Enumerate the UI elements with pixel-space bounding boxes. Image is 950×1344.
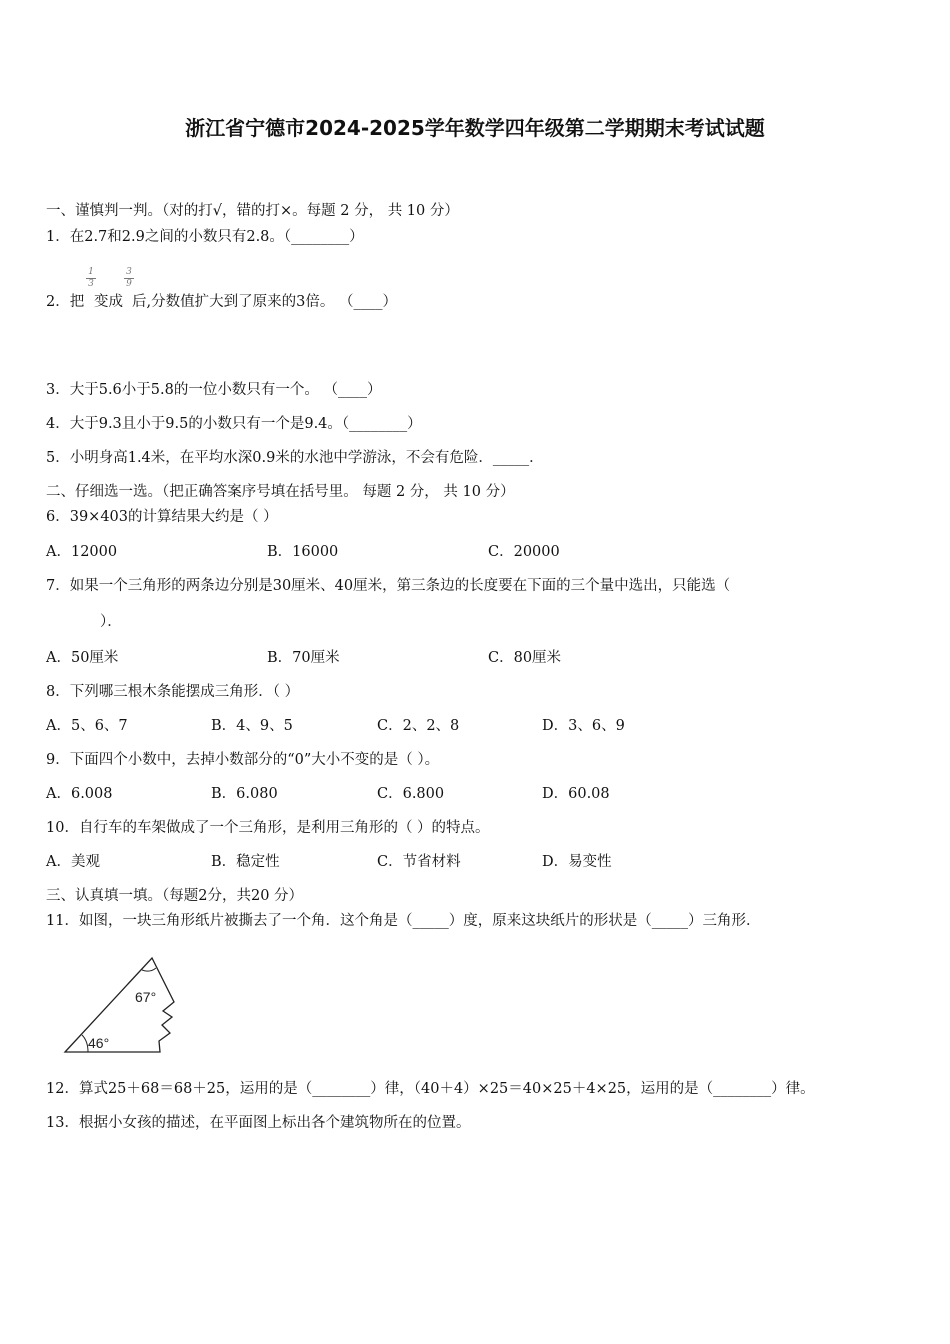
question-8: 8．下列哪三根木条能摆成三角形．（ ） xyxy=(46,684,300,700)
q8-option-d: D．3、6、9 xyxy=(542,718,625,734)
angle-label-bottom: 46° xyxy=(88,1035,110,1051)
question-9: 9．下面四个小数中，去掉小数部分的“0”大小不变的是（ ）。 xyxy=(46,752,440,768)
question-2-part-a: 2．把 xyxy=(46,294,85,310)
q8-option-c: C．2、2、8 xyxy=(377,718,460,734)
question-5: 5．小明身高1.4米，在平均水深0.9米的水池中学游泳，不会有危险．_____． xyxy=(46,450,544,466)
q10-option-d: D．易变性 xyxy=(542,854,612,870)
q8-option-a: A．5、6、7 xyxy=(46,718,128,734)
question-2-part-c: 后,分数值扩大到了原来的3倍。 （____） xyxy=(132,294,397,310)
q8-option-b: B．4、9、5 xyxy=(211,718,293,734)
section-2-heading: 二、仔细选一选。（把正确答案序号填在括号里。 每题 2 分， 共 10 分） xyxy=(46,484,515,500)
q7-option-c: C．80厘米 xyxy=(488,650,562,666)
fraction-numerator: 3 xyxy=(126,267,132,277)
question-11: 11．如图，一块三角形纸片被撕去了一个角．这个角是（_____）度，原来这块纸片的形状是（_____）三角形． xyxy=(46,913,761,929)
angle-arc-top xyxy=(142,968,156,971)
question-7: 7．如果一个三角形的两条边分别是30厘米、40厘米，第三条边的长度要在下面的三个量中选出，只能选（ xyxy=(46,578,731,594)
question-1: 1．在2.7和2.9之间的小数只有2.8。（________） xyxy=(46,229,364,245)
question-6: 6．39×403的计算结果大约是（ ） xyxy=(46,509,278,525)
q7-option-b: B．70厘米 xyxy=(267,650,340,666)
question-2-part-b: 变成 xyxy=(94,294,123,310)
q9-option-d: D．60.08 xyxy=(542,786,610,802)
question-4: 4．大于9.3且小于9.5的小数只有一个是9.4。（________） xyxy=(46,416,422,432)
q6-option-b: B．16000 xyxy=(267,544,339,560)
page-title: 浙江省宁德市2024-2025学年数学四年级第二学期期末考试试题 xyxy=(185,116,765,140)
q10-option-b: B．稳定性 xyxy=(211,854,280,870)
question-10: 10．自行车的车架做成了一个三角形，是利用三角形的（ ）的特点。 xyxy=(46,820,490,836)
fraction-numerator: 1 xyxy=(88,267,94,277)
q10-option-c: C．节省材料 xyxy=(377,854,461,870)
question-7-continued: ）． xyxy=(100,614,122,630)
fraction-denominator: 9 xyxy=(126,279,132,289)
q6-option-a: A．12000 xyxy=(46,544,118,560)
fraction-denominator: 3 xyxy=(88,279,94,289)
q10-option-a: A．美观 xyxy=(46,854,100,870)
question-13: 13．根据小女孩的描述，在平面图上标出各个建筑物所在的位置。 xyxy=(46,1115,471,1131)
torn-triangle-figure xyxy=(60,955,190,1057)
section-3-heading: 三、认真填一填。（每题2分，共20 分） xyxy=(46,888,304,904)
q7-option-a: A．50厘米 xyxy=(46,650,119,666)
fraction-3-9 xyxy=(124,268,134,289)
triangle-outline xyxy=(65,958,174,1052)
angle-label-top: 67° xyxy=(135,989,157,1005)
question-12: 12．算式25＋68＝68＋25，运用的是（________）律，（40＋4）×25＝40×25＋4×25，运用的是（________）律。 xyxy=(46,1081,815,1097)
q6-option-c: C．20000 xyxy=(488,544,560,560)
question-3: 3．大于5.6小于5.8的一位小数只有一个。 （____） xyxy=(46,382,382,398)
q9-option-a: A．6.008 xyxy=(46,786,113,802)
q9-option-c: C．6.800 xyxy=(377,786,445,802)
q9-option-b: B．6.080 xyxy=(211,786,278,802)
section-1-heading: 一、谨慎判一判。（对的打√，错的打×。每题 2 分， 共 10 分） xyxy=(46,203,459,219)
fraction-1-3 xyxy=(86,268,96,289)
